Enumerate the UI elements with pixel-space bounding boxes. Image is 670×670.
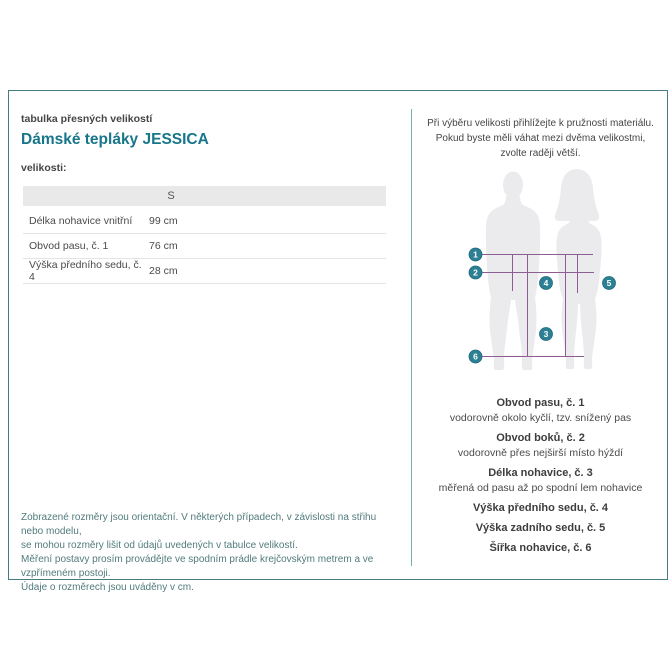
legend-entry-title: Obvod pasu, č. 1	[496, 397, 585, 409]
measurement-label: Délka nohavice vnitřní	[29, 215, 133, 227]
svg-text:2: 2	[473, 267, 478, 278]
body-measurement-diagram	[441, 161, 670, 381]
legend-entry-title: Výška předního sedu, č. 4	[472, 502, 609, 514]
legend-entry	[412, 541, 669, 556]
diagram-marker-5	[603, 277, 616, 290]
measurement-label: Výška předního sedu, č. 4	[29, 259, 142, 283]
svg-text:6: 6	[473, 351, 478, 362]
measurement-value: 76 cm	[149, 240, 178, 252]
sizing-advice-line: zvolte raději větší.	[500, 148, 581, 159]
diagram-marker-4	[540, 277, 553, 290]
measurement-value: 28 cm	[149, 265, 178, 277]
legend-entry-description: měřená od pasu až po spodní lem nohavice	[438, 482, 643, 494]
legend-entry-description: vodorovně okolo kyčlí, tzv. snížený pas	[449, 412, 632, 424]
size-column-header: S	[167, 190, 175, 202]
product-title: Dámské tepláky JESSICA	[21, 131, 209, 148]
measurement-value: 99 cm	[149, 215, 178, 227]
legend-entry-title: Šířka nohavice, č. 6	[489, 542, 592, 554]
table-row	[23, 209, 386, 234]
svg-text:5: 5	[606, 278, 612, 289]
diagram-marker-2	[469, 266, 482, 279]
table-eyebrow-label: tabulka přesných velikostí	[21, 113, 153, 125]
svg-text:3: 3	[543, 329, 549, 340]
measurement-legend	[412, 396, 669, 561]
size-guide-panel	[8, 90, 668, 593]
side-figure-silhouette	[555, 169, 602, 369]
svg-text:1: 1	[473, 249, 478, 260]
legend-entry-description: vodorovně přes nejširší místo hýždí	[457, 447, 624, 459]
measurement-label: Obvod pasu, č. 1	[29, 240, 109, 252]
legend-entry-title: Délka nohavice, č. 3	[488, 467, 593, 479]
table-row	[23, 259, 386, 284]
diagram-marker-3	[540, 328, 553, 341]
legend-entry	[412, 466, 669, 496]
disclaimer-line: Měření postavy prosím provádějte ve spodním prádle krejčovským metrem a ve vzpřímeném postoji.	[21, 554, 374, 579]
disclaimer-line: Údaje o rozměrech jsou uváděny v cm.	[21, 582, 194, 593]
sizing-advice-line: Pokud byste měli váhat mezi dvěma velikostmi,	[435, 133, 646, 144]
legend-entry-title: Obvod boků, č. 2	[496, 432, 585, 444]
legend-entry	[412, 521, 669, 536]
disclaimer-text	[21, 511, 401, 595]
diagram-marker-1	[469, 248, 482, 261]
legend-entry	[412, 396, 669, 426]
sizing-advice-line: Při výběru velikosti přihlížejte k pružnosti materiálu.	[427, 118, 654, 129]
legend-entry-title: Výška zadního sedu, č. 5	[475, 522, 606, 534]
size-table-header-row	[23, 186, 386, 206]
size-table	[23, 186, 386, 284]
sizing-advice-text	[412, 116, 669, 161]
table-row	[23, 234, 386, 259]
legend-entry	[412, 501, 669, 516]
sizes-label: velikosti:	[21, 162, 67, 174]
disclaimer-line: se mohou rozměry lišit od údajů uvedených v tabulce velikostí.	[21, 540, 298, 551]
legend-entry	[412, 431, 669, 461]
diagram-marker-6	[469, 350, 482, 363]
disclaimer-line: Zobrazené rozměry jsou orientační. V některých případech, v závislosti na střihu nebo modelu,	[21, 512, 377, 537]
svg-text:4: 4	[543, 278, 549, 289]
